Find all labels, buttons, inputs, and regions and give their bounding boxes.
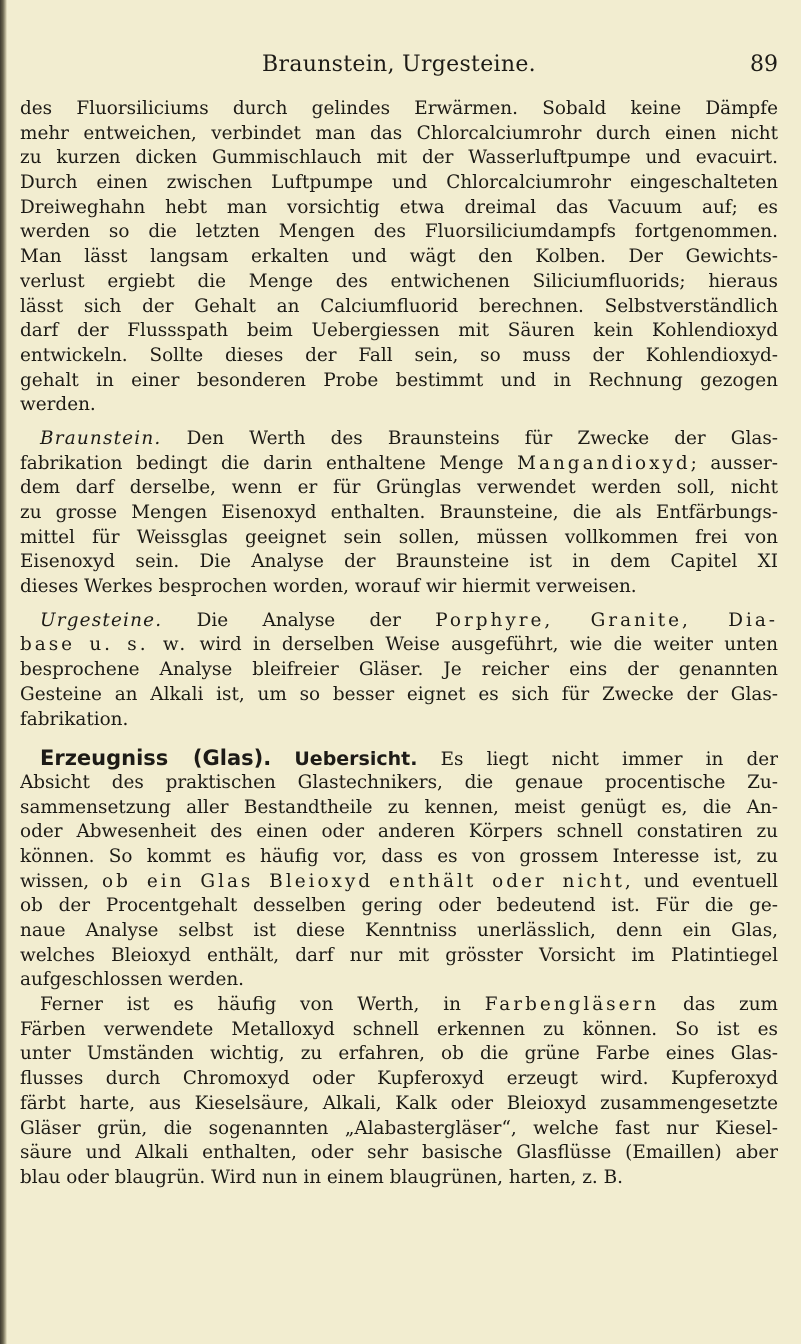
text-line: können. So kommt es häufig vor, dass es von grossem Interesse ist, zu [20,845,778,867]
section-subheading-uebersicht: Uebersicht. [294,748,418,771]
text-line: lässt sich der Gehalt an Calciumfluorid berechnen. Selbstverständlich [20,295,778,317]
text-run: ; ausser- [690,452,778,474]
text-line: werden so die letzten Mengen des Fluorsiliciumdampfs fortgenommen. [20,221,778,243]
text-run: wird in derselben Weise ausgeführt, wie die weiter unten [188,634,778,656]
text-line: dem darf derselbe, wenn er für Grünglas verwendet werden soll, nicht [20,477,778,499]
paragraph-erzeugniss [20,746,778,993]
text-line: welches Bleioxyd enthält, darf nur mit grösster Vorsicht im Platintiegel [20,944,778,966]
text-line: färbt harte, aus Kieselsäure, Alkali, Kalk oder Bleioxyd zusammengesetzte [20,1092,778,1114]
text-line: Färben verwendete Metalloxyd schnell erkennen zu können. So ist es [20,1018,778,1040]
text-run: wissen, [20,870,103,892]
text-line: zu grosse Mengen Eisenoxyd enthalten. Braunsteine, die als Entfärbungs- [20,502,778,523]
text-line [20,633,778,658]
text-line: Durch einen zwischen Luftpumpe und Chlorcalciumrohr eingeschalteten [20,172,778,194]
section-heading-braunstein: Braunstein. [40,427,162,449]
text-run: Es liegt nicht immer in der [417,749,778,771]
text-line: Absicht des praktischen Glastechnikers, die genaue procentische Zu- [20,771,778,793]
text-line: Gesteine an Alkali ist, um so besser eignet es sich für Zwecke der Glas- [20,683,778,705]
emphasis-bleioxyd: ob ein Glas Bleioxyd enthält oder nicht [102,870,625,892]
text-line [20,452,778,477]
body-text [20,97,778,1191]
text-line: gehalt in einer besonderen Probe bestimmt und in Rechnung gezogen [20,369,778,391]
paragraph-farbenglaeser [20,993,778,1191]
page-header [20,52,778,84]
text-line: Gläser grün, die sogenannten „Alabastergläser“, welche fast nur Kiesel- [20,1117,778,1139]
section-heading-urgesteine: Urgesteine. [40,609,163,631]
text-run: Die Analyse der [162,609,436,631]
text-line: verlust ergiebt die Menge des entwichenen Siliciumfluorids; hieraus [20,270,778,292]
text-line: Dreiweghahn hebt man vorsichtig etwa dreimal das Vacuum auf; es [20,196,778,218]
text-line [20,993,778,1018]
text-line [20,746,778,771]
text-run: fabrikation bedingt die darin enthaltene Menge [20,452,518,474]
text-line: dieses Werkes besprochen worden, worauf wir hiermit verweisen. [20,576,637,598]
text-line: oder Abwesenheit des einen oder anderen Körpers schnell constatiren zu [20,821,778,843]
paragraph-gap [20,418,778,427]
section-gap [20,732,778,746]
text-line: zu kurzen dicken Gummischlauch mit der Wasserluftpumpe und evacuirt. [20,147,778,169]
text-line [20,870,778,895]
paragraph-urgesteine [20,609,778,732]
text-line: Eisenoxyd sein. Die Analyse der Braunsteine ist in dem Capitel XI [20,551,778,573]
emphasis-base: base u. s. w. [20,634,189,656]
paragraph-braunstein [20,427,778,600]
text-line [20,609,778,634]
text-line: mittel für Weissglas geeignet sein sollen, müssen vollkommen frei von [20,526,778,548]
emphasis-farbenglaeser: Farbengläsern [484,994,660,1016]
text-line: fabrikation. [20,708,129,730]
text-line: sammensetzung aller Bestandtheile zu kennen, meist genügt es, die An- [20,796,778,818]
text-run: Den Werth des Braunsteins für Zwecke der Glas- [161,427,778,449]
text-line: Man lässt langsam erkalten und wägt den Kolben. Der Gewichts- [20,246,778,268]
text-line: darf der Flussspath beim Uebergiessen mit Säuren kein Kohlendioxyd [20,320,778,342]
page-number: 89 [750,52,778,77]
text-line: werden. [20,394,96,416]
text-line: aufgeschlossen werden. [20,969,245,991]
text-line: mehr entweichen, verbindet man das Chlorcalciumrohr durch einen nicht [20,122,778,144]
text-run: , und eventuell [624,870,778,892]
text-line: naue Analyse selbst ist diese Kenntniss unerlässlich, denn ein Glas, [20,920,778,941]
text-line [20,427,778,452]
text-line: des Fluorsiliciums durch gelindes Erwärmen. Sobald keine Dämpfe [20,98,778,119]
text-run: Ferner ist es häufig von Werth, in [40,994,485,1016]
text-run: das zum [659,994,778,1016]
paragraph-gap [20,600,778,609]
text-line: säure und Alkali enthalten, oder sehr basische Glasflüsse (Emaillen) aber [20,1142,778,1164]
page-binding-edge [0,0,7,1344]
text-line: flusses durch Chromoxyd oder Kupferoxyd erzeugt wird. Kupferoxyd [20,1068,778,1090]
text-line: entwickeln. Sollte dieses der Fall sein, so muss der Kohlendioxyd- [20,344,778,366]
emphasis-gesteine: Porphyre, Granite, Dia- [435,609,778,631]
text-line: besprochene Analyse bleifreier Gläser. Je reicher eins der genannten [20,659,778,681]
text-line: blau oder blaugrün. Wird nun in einem blaugrünen, harten, z. B. [20,1166,623,1188]
section-heading-erzeugniss: Erzeugniss (Glas). [40,746,272,771]
text-line: unter Umständen wichtig, zu erfahren, ob die grüne Farbe eines Glas- [20,1043,778,1065]
paragraph-fluorsilicium [20,97,778,418]
emphasis-mangandioxyd: Mangandioxyd [517,452,691,474]
text-line: ob der Procentgehalt desselben gering oder bedeutend ist. Für die ge- [20,895,778,917]
running-title: Braunstein, Urgesteine. [262,52,536,77]
